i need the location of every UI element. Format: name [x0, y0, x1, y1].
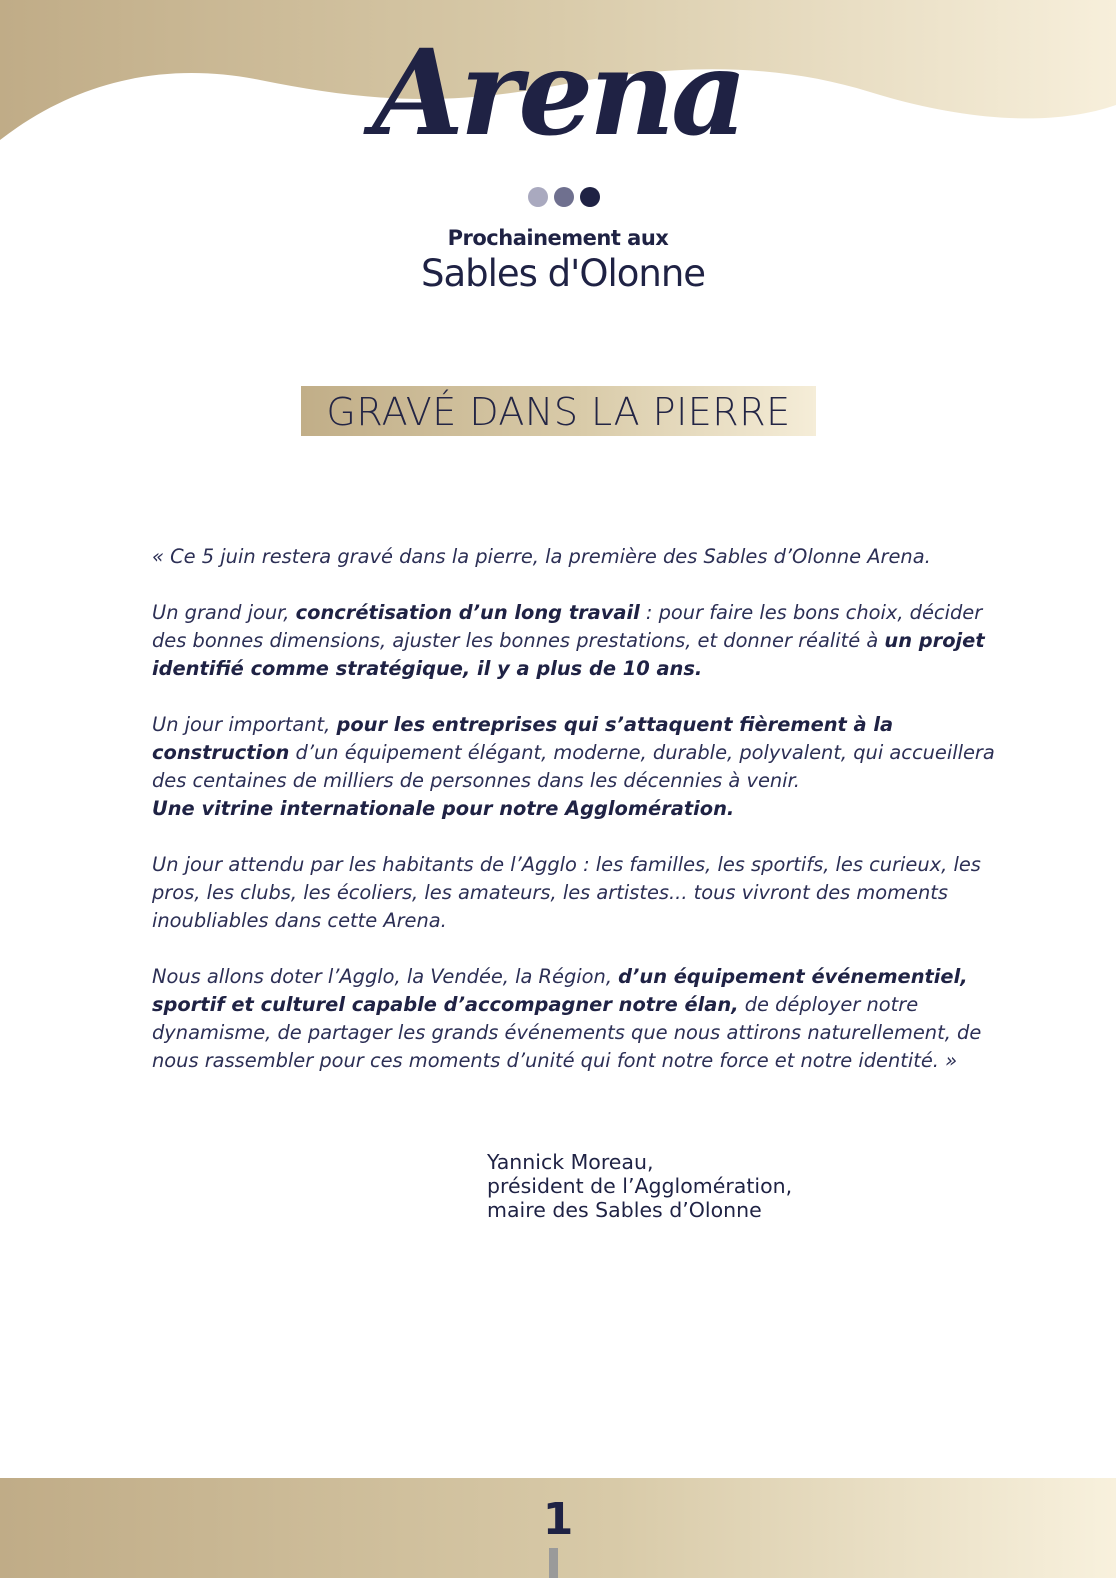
- paragraph-2-text-a: Un grand jour,: [152, 601, 296, 624]
- arena-logo: [0, 18, 1116, 168]
- section-title: GRAVÉ DANS LA PIERRE: [326, 390, 791, 434]
- paragraph-3: [152, 711, 997, 823]
- page-tick-mark: [549, 1548, 558, 1578]
- subtitle-line2: Sables d'Olonne: [420, 252, 706, 295]
- paragraph-3-text-a: Un jour important,: [152, 713, 337, 736]
- signature-name: Yannick Moreau,: [487, 1150, 654, 1174]
- quote-body: [152, 543, 997, 1103]
- dot-dark: [580, 187, 600, 207]
- section-title-banner: [301, 386, 816, 436]
- paragraph-1-text: « Ce 5 juin restera gravé dans la pierre, la première des Sables d’Olonne Arena.: [152, 545, 931, 568]
- paragraph-5: [152, 963, 997, 1075]
- paragraph-3-bold-b: Une vitrine internationale pour notre Agglomération.: [152, 797, 735, 820]
- paragraph-1: [152, 543, 997, 571]
- dot-light: [528, 187, 548, 207]
- paragraph-2: [152, 599, 997, 683]
- paragraph-5-text-a: Nous allons doter l’Agglo, la Vendée, la Région,: [152, 965, 619, 988]
- subtitle-line1: Prochainement aux: [447, 226, 669, 250]
- paragraph-4-text: Un jour attendu par les habitants de l’Agglo : les familles, les sportifs, les curieux, les pros, les clubs, les écoliers, les amateurs, les artistes... tous vivront des moments inoubliables dans cette Arena.: [152, 853, 981, 932]
- signature-role-2: maire des Sables d’Olonne: [487, 1198, 762, 1222]
- paragraph-5-bold: d’un équipement événementiel, sportif et culturel capable d’accompagner notre élan,: [152, 965, 968, 1016]
- page-number: 1: [542, 1494, 574, 1545]
- logo-text: Arena: [372, 23, 744, 162]
- paragraph-2-text-b: : pour faire les bons choix, décider des bonnes dimensions, ajuster les bonnes prestations, et donner réalité à: [152, 601, 983, 652]
- paragraph-4: [152, 851, 997, 935]
- paragraph-5-text-b: de déployer notre dynamisme, de partager les grands événements que nous attirons naturellement, de nous rassembler pour ces moments d’unité qui font notre force et notre identité. »: [152, 993, 982, 1072]
- signature-block: [487, 1150, 792, 1222]
- signature-role-1: président de l’Agglomération,: [487, 1174, 793, 1198]
- paragraph-2-bold-b: un projet identifié comme stratégique, il y a plus de 10 ans.: [152, 629, 985, 680]
- logo-dots: [528, 187, 600, 207]
- paragraph-3-bold-a: pour les entreprises qui s’attaquent fièrement à la construction: [152, 713, 894, 764]
- paragraph-2-bold-a: concrétisation d’un long travail: [295, 601, 640, 624]
- paragraph-3-text-b: d’un équipement élégant, moderne, durable, polyvalent, qui accueillera des centaines de milliers de personnes dans les décennies à venir.: [152, 741, 995, 792]
- dot-medium: [554, 187, 574, 207]
